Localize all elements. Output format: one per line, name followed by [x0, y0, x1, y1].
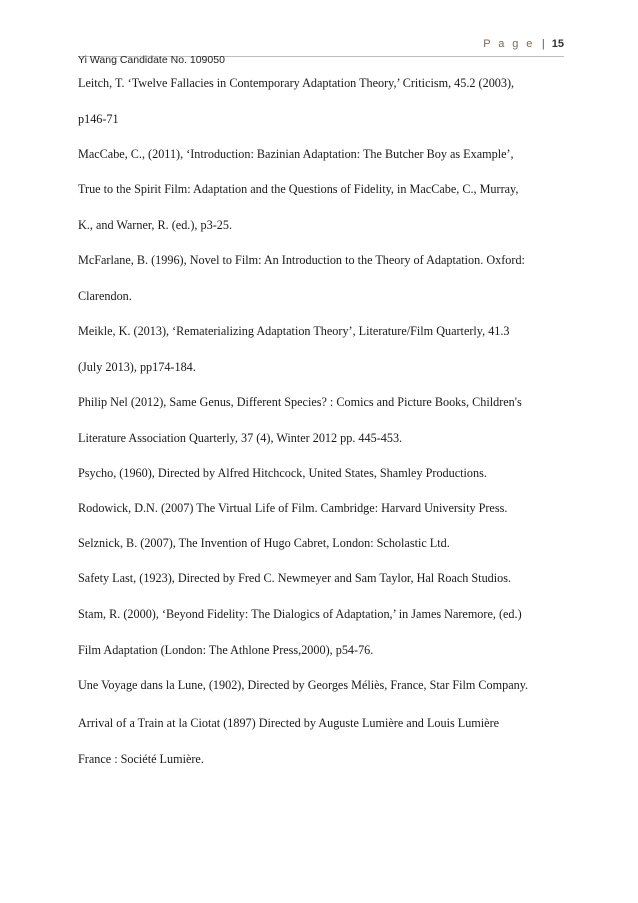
reference-line: Psycho, (1960), Directed by Alfred Hitchcock, United States, Shamley Productions.	[78, 466, 487, 480]
reference-line: Clarendon.	[78, 289, 132, 303]
reference-entry	[78, 465, 568, 482]
reference-entry	[78, 146, 568, 234]
page-number	[483, 38, 564, 50]
reference-entry	[78, 677, 568, 694]
page-label: P a g e	[483, 38, 535, 50]
reference-line: Stam, R. (2000), ‘Beyond Fidelity: The Dialogics of Adaptation,’ in James Naremore, (ed.)	[78, 607, 522, 621]
reference-entry	[78, 606, 568, 659]
reference-entry	[78, 75, 568, 128]
reference-line: Literature Association Quarterly, 37 (4), Winter 2012 pp. 445-453.	[78, 431, 403, 445]
reference-line: Film Adaptation (London: The Athlone Press,2000), p54-76.	[78, 643, 374, 657]
reference-list	[78, 75, 568, 768]
reference-entry	[78, 715, 568, 768]
reference-entry	[78, 570, 568, 587]
reference-entry	[78, 394, 568, 447]
candidate-header: Yi Wang Candidate No. 109050	[78, 54, 225, 66]
reference-line: Leitch, T. ‘Twelve Fallacies in Contemporary Adaptation Theory,’ Criticism, 45.2 (2003),	[78, 76, 515, 90]
reference-line: Une Voyage dans la Lune, (1902), Directed by Georges Méliès, France, Star Film Company.	[78, 678, 529, 692]
page-separator: |	[541, 38, 545, 50]
reference-line: Arrival of a Train at la Ciotat (1897) Directed by Auguste Lumière and Louis Lumière	[78, 716, 500, 730]
reference-line: p146-71	[78, 112, 119, 126]
reference-line: Safety Last, (1923), Directed by Fred C. Newmeyer and Sam Taylor, Hal Roach Studios.	[78, 571, 512, 585]
reference-line: Meikle, K. (2013), ‘Rematerializing Adaptation Theory’, Literature/Film Quarterly, 41.3	[78, 324, 510, 338]
reference-line: McFarlane, B. (1996), Novel to Film: An Introduction to the Theory of Adaptation. Oxford:	[78, 253, 525, 267]
reference-line: Philip Nel (2012), Same Genus, Different Species? : Comics and Picture Books, Children's	[78, 395, 522, 409]
page-number-value: 15	[551, 38, 564, 50]
reference-line: MacCabe, C., (2011), ‘Introduction: Bazinian Adaptation: The Butcher Boy as Example’,	[78, 147, 514, 161]
reference-line: K., and Warner, R. (ed.), p3-25.	[78, 218, 232, 232]
reference-line: (July 2013), pp174-184.	[78, 360, 196, 374]
reference-line: Rodowick, D.N. (2007) The Virtual Life of Film. Cambridge: Harvard University Press.	[78, 501, 508, 515]
reference-entry	[78, 323, 568, 376]
reference-line: Selznick, B. (2007), The Invention of Hugo Cabret, London: Scholastic Ltd.	[78, 536, 450, 550]
reference-entry	[78, 535, 568, 552]
reference-entry	[78, 500, 568, 517]
reference-line: True to the Spirit Film: Adaptation and the Questions of Fidelity, in MacCabe, C., Murray,	[78, 182, 519, 196]
reference-entry	[78, 252, 568, 305]
reference-line: France : Société Lumière.	[78, 752, 204, 766]
